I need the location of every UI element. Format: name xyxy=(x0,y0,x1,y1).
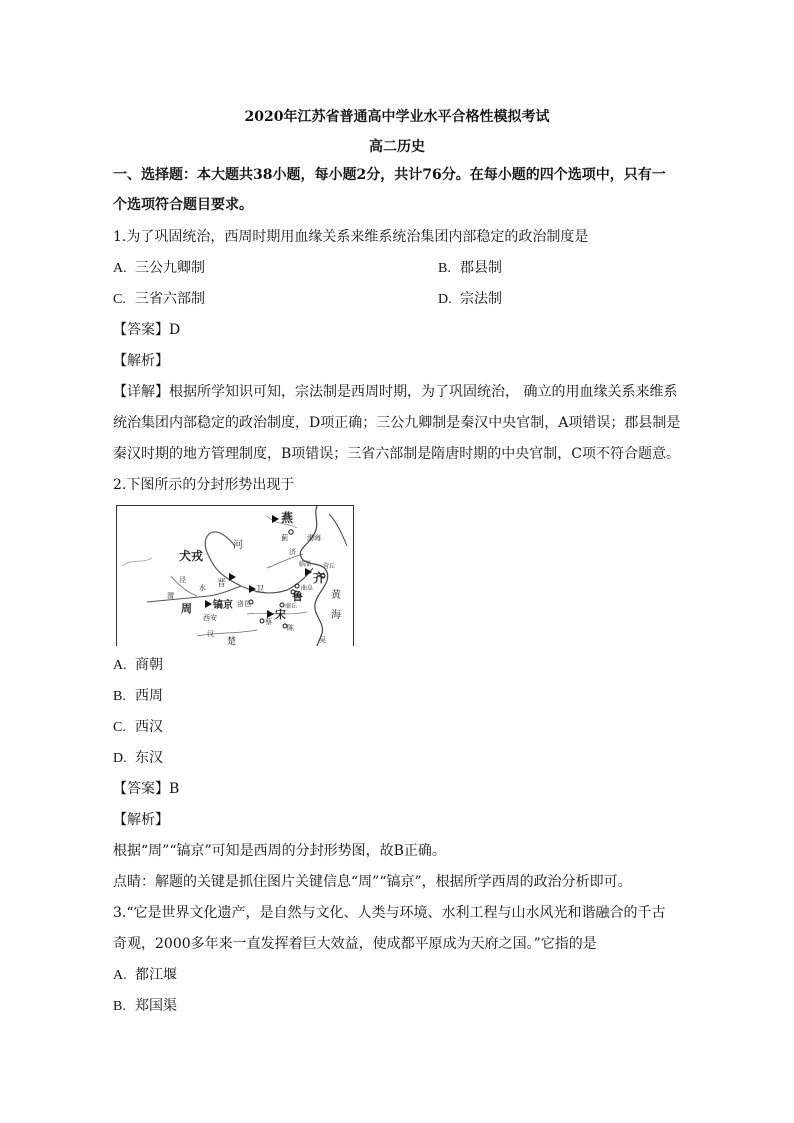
option-key: A. xyxy=(113,968,127,983)
option-text: 三公九卿制 xyxy=(135,260,205,276)
question-2-stem: 2.下图所示的分封形势出现于 xyxy=(113,477,295,493)
q2-option-a xyxy=(113,655,163,676)
q1-detail-line3: 秦汉时期的地方管理制度，B项错误；三省六部制是隋唐时期的中央官制，C项不符合题意。 xyxy=(113,446,680,462)
q1-option-c xyxy=(113,289,205,310)
option-key: C. xyxy=(113,292,126,307)
map-label-xian: 西安 xyxy=(203,614,217,622)
map-label-chu: 楚 xyxy=(227,637,237,646)
option-text: 宗法制 xyxy=(460,291,502,307)
q1-analysis-label: 【解析】 xyxy=(113,353,169,369)
map-label-huang: 黄 xyxy=(331,590,341,601)
option-text: 三省六部制 xyxy=(135,291,205,307)
map-label-zhou: 周 xyxy=(181,602,192,615)
exam-title: 2020年江苏省普通高中学业水平合格性模拟考试 xyxy=(244,109,550,125)
q2-option-d xyxy=(113,748,163,769)
option-text: 西汉 xyxy=(135,719,163,735)
map-label-luoyi: 洛邑 xyxy=(237,600,251,608)
map-label-qi: 齐 xyxy=(313,571,326,585)
q1-detail-line1: 【详解】根据所学知识可知，宗法制是西周时期，为了巩固统治， 确立的用血缘关系来维系 xyxy=(113,384,678,400)
q1-option-d xyxy=(438,289,502,310)
option-key: C. xyxy=(113,720,126,735)
q2-option-b xyxy=(113,686,163,707)
map-label-bohai: 渤海 xyxy=(307,534,321,542)
map-label-song: 宋 xyxy=(275,608,286,621)
map-drawing xyxy=(117,506,353,646)
map-label-he: 河 xyxy=(233,540,243,551)
map-label-linzi: 临淄 xyxy=(299,561,312,568)
q2-tip: 点睛：解题的关键是抓住图片关键信息“周”“镐京”，根据所学西周的政治分析即可。 xyxy=(113,874,632,890)
question-3-stem-line2: 奇观，2000多年来一直发挥着巨大效益，使成都平原成为天府之国。”它指的是 xyxy=(113,936,597,952)
map-label-wei-state: 卫 xyxy=(255,585,265,595)
q2-option-c xyxy=(113,717,163,738)
option-text: 郑国渠 xyxy=(135,998,177,1014)
map-label-lu: 鲁 xyxy=(292,590,303,603)
q1-option-b xyxy=(438,258,502,279)
option-text: 郡县制 xyxy=(460,260,502,276)
map-label-han: 汉 xyxy=(207,630,214,638)
option-text: 商朝 xyxy=(135,657,163,673)
map-label-hai: 海 xyxy=(331,610,341,621)
q3-option-b xyxy=(113,996,177,1017)
option-key: B. xyxy=(113,689,126,704)
section-instruction-line2: 个选项符合题目要求。 xyxy=(113,197,253,213)
q1-answer: 【答案】D xyxy=(113,322,181,338)
map-label-ji-river: 济 xyxy=(289,548,296,556)
fengjian-map-image xyxy=(116,505,354,646)
q3-option-a xyxy=(113,965,177,986)
option-key: D. xyxy=(438,292,452,307)
question-1-stem: 1.为了巩固统治，西周时期用血缘关系来维系统治集团内部稳定的政治制度是 xyxy=(113,229,589,245)
q2-analysis-label: 【解析】 xyxy=(113,812,169,828)
map-label-shangqiu: 商丘 xyxy=(285,603,298,610)
option-text: 都江堰 xyxy=(135,967,177,983)
map-label-qufu: 曲阜 xyxy=(301,585,314,592)
exam-subtitle: 高二历史 xyxy=(369,139,425,155)
option-text: 西周 xyxy=(135,688,163,704)
option-key: A. xyxy=(113,261,127,276)
map-label-wu: 吴 xyxy=(319,636,326,644)
section-instruction-line1: 一、选择题：本大题共38小题，每小题2分，共计76分。在每小题的四个选项中，只有一 xyxy=(113,167,666,183)
map-label-chen: 陈 xyxy=(287,624,294,632)
option-key: B. xyxy=(438,261,451,276)
q2-answer: 【答案】B xyxy=(113,781,180,797)
map-label-jing: 泾 xyxy=(179,576,186,584)
option-key: D. xyxy=(113,751,127,766)
question-3-stem-line1: 3.“它是世界文化遗产，是自然与文化、人类与环境、水利工程与山水风光和谐融合的千古 xyxy=(113,905,666,921)
map-label-cai: 蔡 xyxy=(265,618,272,626)
q1-option-a xyxy=(113,258,205,279)
map-label-jin: 晋 xyxy=(217,579,227,589)
map-label-ji: 蓟 xyxy=(281,534,288,542)
q2-analysis: 根据“周”“镐京”可知是西周的分封形势图，故B正确。 xyxy=(113,843,446,859)
map-label-wei-river: 渭 xyxy=(167,592,174,600)
map-label-yingqiu: 营丘 xyxy=(323,563,336,570)
option-text: 东汉 xyxy=(135,750,163,766)
q1-detail-line2: 统治集团内部稳定的政治制度，D项正确；三公九卿制是秦汉中央官制，A项错误；郡县制是 xyxy=(113,415,681,431)
map-label-yan: 燕 xyxy=(281,511,294,525)
option-key: B. xyxy=(113,999,126,1014)
map-label-haojing: 镐京 xyxy=(213,600,233,611)
option-key: A. xyxy=(113,658,127,673)
map-label-shui: 水 xyxy=(199,584,206,592)
map-label-quanrong: 犬戎 xyxy=(179,549,204,563)
